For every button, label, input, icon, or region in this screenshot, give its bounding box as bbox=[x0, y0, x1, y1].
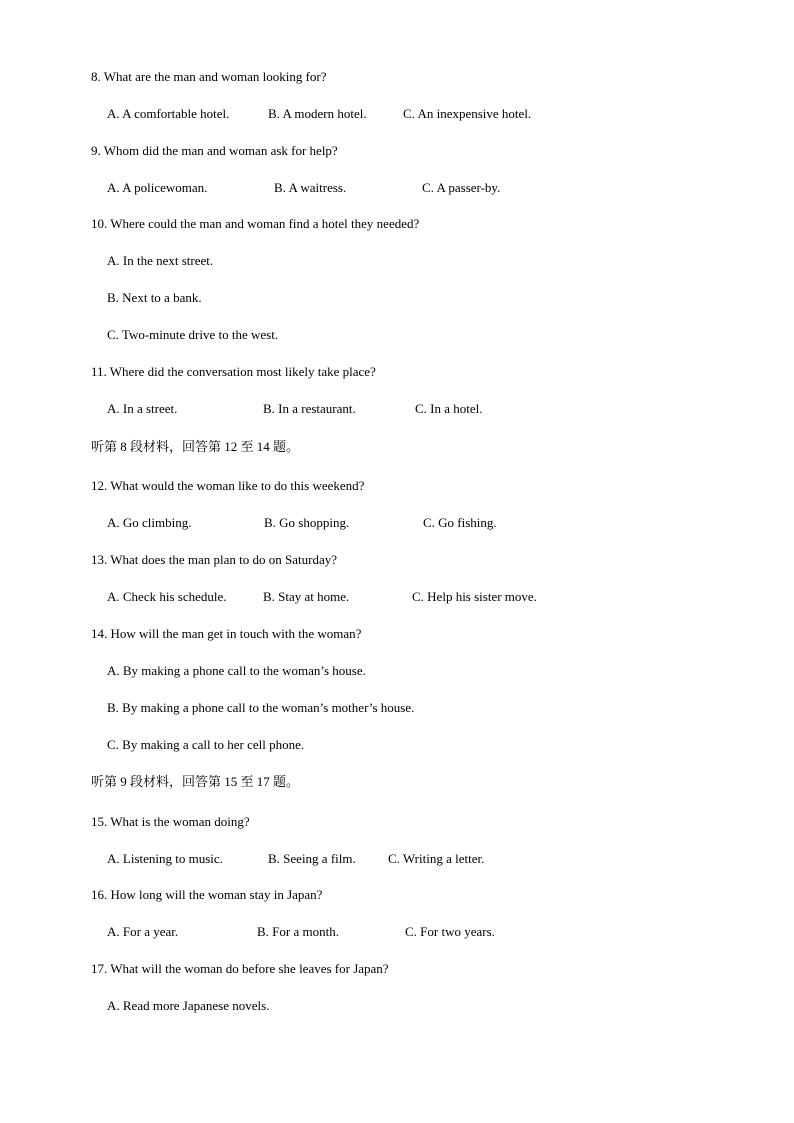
question-17: 17. What will the woman do before she leaves for Japan? bbox=[91, 961, 389, 976]
option-c: C. Go fishing. bbox=[423, 515, 497, 530]
option-c: C. In a hotel. bbox=[415, 401, 483, 416]
option-a: A. Read more Japanese novels. bbox=[107, 998, 270, 1013]
option-c: C. An inexpensive hotel. bbox=[403, 106, 532, 121]
option-a: A. Check his schedule. bbox=[107, 589, 227, 604]
option-c: C. Two-minute drive to the west. bbox=[107, 327, 279, 342]
option-c: C. A passer-by. bbox=[422, 180, 501, 195]
option-a: A. A policewoman. bbox=[107, 180, 208, 195]
section-heading-8: 听第 8 段材料，回答第 12 至 14 题。 bbox=[91, 439, 300, 454]
question-9: 9. Whom did the man and woman ask for help? bbox=[91, 143, 338, 158]
option-c: C. For two years. bbox=[405, 924, 495, 939]
option-b: B. In a restaurant. bbox=[263, 401, 356, 416]
question-13: 13. What does the man plan to do on Saturday? bbox=[91, 552, 337, 567]
option-a: A. By making a phone call to the woman’s house. bbox=[107, 663, 366, 678]
option-a: A. Listening to music. bbox=[107, 851, 223, 866]
question-11: 11. Where did the conversation most likely take place? bbox=[91, 364, 376, 379]
option-c: C. By making a call to her cell phone. bbox=[107, 737, 305, 752]
option-c: C. Help his sister move. bbox=[412, 589, 537, 604]
question-16: 16. How long will the woman stay in Japan? bbox=[91, 887, 323, 902]
option-b: B. Seeing a film. bbox=[268, 851, 356, 866]
option-c: C. Writing a letter. bbox=[388, 851, 485, 866]
question-8: 8. What are the man and woman looking for? bbox=[91, 69, 327, 84]
question-14: 14. How will the man get in touch with the woman? bbox=[91, 626, 362, 641]
question-10: 10. Where could the man and woman find a hotel they needed? bbox=[91, 216, 420, 231]
option-b: B. A waitress. bbox=[274, 180, 347, 195]
option-a: A. In a street. bbox=[107, 401, 178, 416]
option-b: B. Go shopping. bbox=[264, 515, 350, 530]
option-a: A. Go climbing. bbox=[107, 515, 192, 530]
option-b: B. For a month. bbox=[257, 924, 339, 939]
option-b: B. A modern hotel. bbox=[268, 106, 367, 121]
option-b: B. Stay at home. bbox=[263, 589, 350, 604]
question-15: 15. What is the woman doing? bbox=[91, 814, 250, 829]
option-b: B. Next to a bank. bbox=[107, 290, 202, 305]
option-b: B. By making a phone call to the woman’s mother’s house. bbox=[107, 700, 415, 715]
option-a: A. A comfortable hotel. bbox=[107, 106, 230, 121]
option-a: A. For a year. bbox=[107, 924, 179, 939]
question-12: 12. What would the woman like to do this weekend? bbox=[91, 478, 365, 493]
section-heading-9: 听第 9 段材料，回答第 15 至 17 题。 bbox=[91, 774, 300, 789]
option-a: A. In the next street. bbox=[107, 253, 214, 268]
